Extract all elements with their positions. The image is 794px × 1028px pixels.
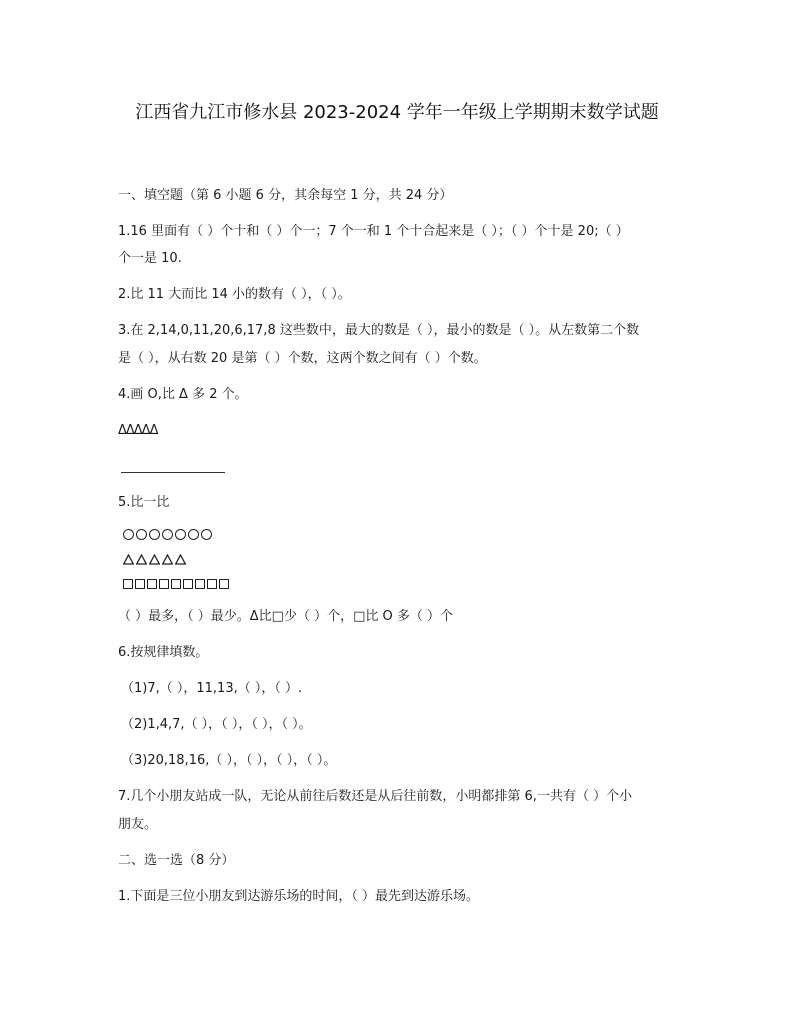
square-shape-icon bbox=[183, 579, 193, 589]
question-1-line-1: 1.16 里面有（ ）个十和（ ）个一；7 个一和 1 个十合起来是（ ）；（ ）个十是 20;（ ） bbox=[118, 224, 629, 239]
square-shape-icon bbox=[135, 579, 145, 589]
section-2-question-1: 1.下面是三位小朋友到达游乐场的时间，（ ）最先到达游乐场。 bbox=[118, 889, 480, 904]
circle-shape-icon bbox=[123, 529, 134, 540]
triangle-shape-icon bbox=[175, 554, 186, 565]
circle-shape-icon bbox=[162, 529, 173, 540]
question-3-line-1: 3.在 2,14,0,11,20,6,17,8 这些数中，最大的数是（ ），最小的数是（ ）。从左数第二个数 bbox=[118, 323, 640, 338]
question-6: 6.按规律填数。 bbox=[118, 645, 209, 660]
square-shape-icon bbox=[219, 579, 229, 589]
square-shape-icon bbox=[171, 579, 181, 589]
question-7-line-2: 朋友。 bbox=[118, 817, 158, 832]
question-6-part-3: （3)20,18,16,（ ），（ ），（ ），（ ）。 bbox=[121, 753, 337, 768]
triangle-shape-icon bbox=[136, 554, 147, 565]
circle-shape-icon bbox=[149, 529, 160, 540]
triangle-row bbox=[123, 552, 186, 566]
circle-row bbox=[123, 527, 212, 541]
triangle-shape-icon bbox=[123, 554, 134, 565]
square-shape-icon bbox=[159, 579, 169, 589]
question-7-line-1: 7.几个小朋友站成一队，无论从前往后数还是从后往前数，小明都排第 6,一共有（ ）个小 bbox=[118, 789, 633, 804]
circle-shape-icon bbox=[175, 529, 186, 540]
circle-shape-icon bbox=[201, 529, 212, 540]
circle-shape-icon bbox=[136, 529, 147, 540]
page-title: 江西省九江市修水县 2023-2024 学年一年级上学期期末数学试题 bbox=[135, 102, 659, 123]
square-shape-icon bbox=[123, 579, 133, 589]
circle-shape-icon bbox=[188, 529, 199, 540]
square-shape-icon bbox=[195, 579, 205, 589]
section-1-heading: 一、填空题（第 6 小题 6 分，其余每空 1 分，共 24 分） bbox=[118, 188, 453, 203]
square-shape-icon bbox=[207, 579, 217, 589]
question-3-line-2: 是（ ），从右数 20 是第（ ）个数，这两个数之间有（ ）个数。 bbox=[118, 351, 487, 366]
question-2: 2.比 11 大而比 14 小的数有（ ），（ ）。 bbox=[118, 287, 351, 302]
question-5: 5.比一比 bbox=[118, 495, 170, 510]
answer-line bbox=[121, 472, 225, 473]
question-4-triangles: ΔΔΔΔΔ bbox=[118, 423, 158, 438]
question-6-part-2: （2)1,4,7,（ ），（ ），（ ），（ ）。 bbox=[121, 717, 312, 732]
triangle-shape-icon bbox=[162, 554, 173, 565]
question-1-line-2: 个一是 10. bbox=[118, 251, 182, 266]
square-row bbox=[123, 577, 229, 591]
triangle-shape-icon bbox=[149, 554, 160, 565]
question-4: 4.画 O,比 Δ 多 2 个。 bbox=[118, 387, 248, 402]
section-2-heading: 二、选一选（8 分） bbox=[118, 853, 235, 868]
square-shape-icon bbox=[147, 579, 157, 589]
question-5-prompt: （ ）最多，（ ）最少。Δ比□少（ ）个，□比 O 多（ ）个 bbox=[118, 609, 453, 624]
question-6-part-1: （1)7,（ ），11,13,（ ），（ ）. bbox=[121, 681, 303, 696]
